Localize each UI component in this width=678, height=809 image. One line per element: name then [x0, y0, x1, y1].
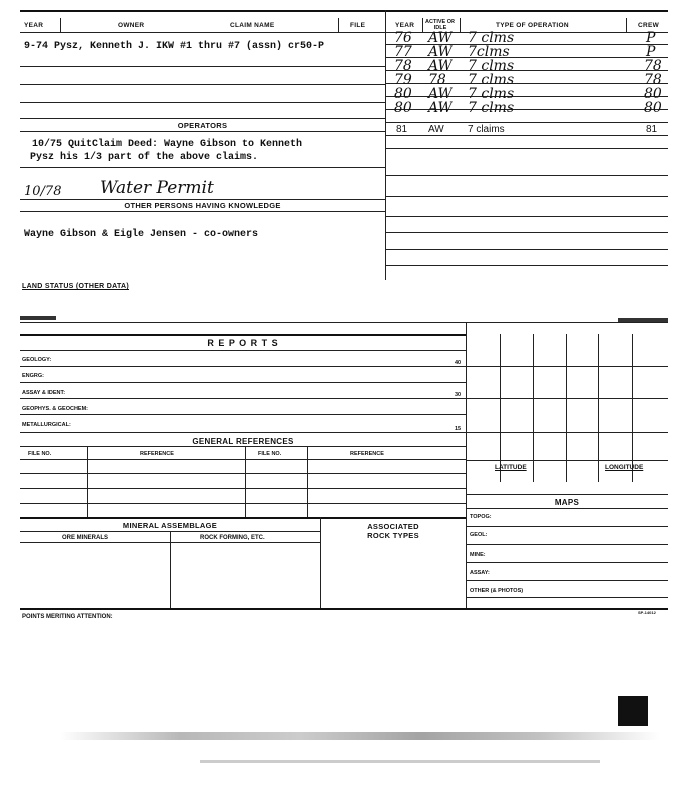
activity-type: 7 clms — [468, 72, 515, 88]
col-sep — [170, 531, 171, 608]
rule — [20, 517, 466, 519]
col-sep — [245, 446, 246, 517]
rule — [20, 398, 466, 399]
activity-crew: P — [646, 44, 656, 60]
activity-crew: 80 — [644, 100, 662, 116]
maps-mine: MINE: — [470, 552, 486, 558]
activity-year: 78 — [394, 58, 412, 74]
rule — [20, 84, 385, 85]
scan-mark — [618, 696, 648, 726]
activity-active: AW — [428, 124, 444, 135]
activity-rule — [386, 249, 668, 250]
report-engrg: ENGRG: — [22, 373, 44, 379]
activity-year: 79 — [394, 72, 412, 88]
col-sep — [87, 446, 88, 517]
land-status-label: LAND STATUS (OTHER DATA) — [22, 283, 130, 290]
rule — [20, 211, 385, 212]
operators-top-rule — [20, 118, 385, 119]
ref-reference-header: REFERENCE — [140, 451, 174, 457]
report-geology: GEOLOGY: — [22, 357, 52, 363]
year-header: YEAR — [24, 22, 44, 29]
activity-type: 7 claims — [468, 124, 505, 135]
rule — [20, 66, 385, 67]
col-sep — [307, 446, 308, 517]
handwritten-water-permit: Water Permit — [100, 178, 214, 198]
operators-line2: Pysz his 1/3 part of the above claims. — [30, 152, 259, 163]
rule — [20, 167, 385, 168]
activity-type: 7 clms — [468, 86, 515, 102]
report-assay: ASSAY & IDENT: — [22, 390, 66, 396]
reports-title: R E P O R T S — [207, 338, 279, 348]
section-divider — [466, 322, 467, 608]
rule — [20, 414, 466, 415]
reports-top-rule — [20, 334, 466, 336]
activity-year: 81 — [396, 124, 408, 135]
file-header: FILE — [350, 22, 366, 29]
activity-active: AW — [428, 44, 452, 60]
activity-type: 7clms — [468, 44, 510, 60]
activity-crew: 80 — [644, 86, 662, 102]
maps-geol: GEOL: — [470, 532, 488, 538]
rule — [20, 382, 466, 383]
type-of-operation-header: TYPE OF OPERATION — [496, 22, 569, 29]
report-assay-num: 30 — [455, 392, 462, 398]
col-sep — [460, 18, 461, 33]
form-number: SP-14012 — [638, 610, 656, 615]
activity-active: AW — [428, 30, 452, 46]
general-references-title: GENERAL REFERENCES — [192, 437, 294, 446]
top-border — [20, 10, 668, 12]
grid-line — [466, 432, 668, 433]
col-sep — [626, 18, 627, 33]
rule — [20, 366, 466, 367]
active-idle-header: ACTIVE OR IDLE — [425, 19, 455, 31]
ore-minerals-header: ORE MINERALS — [62, 535, 109, 541]
report-geology-num: 40 — [455, 360, 462, 366]
claim-name-header: CLAIM NAME — [230, 22, 275, 29]
rule — [20, 102, 385, 103]
rule — [20, 432, 466, 433]
operators-bottom-rule — [20, 131, 385, 132]
activity-rule — [386, 216, 668, 217]
grid-line — [466, 460, 668, 461]
rule — [466, 562, 668, 563]
rock-forming-header: ROCK FORMING, ETC. — [200, 535, 265, 541]
activity-crew: 78 — [644, 72, 662, 88]
activity-active: 78 — [428, 72, 446, 88]
ref-file-no-header: FILE NO. — [28, 451, 52, 457]
maps-topog: TOPOG: — [470, 514, 492, 520]
rule — [466, 508, 668, 509]
rule — [20, 350, 466, 351]
activity-rule — [386, 196, 668, 197]
col-sep — [338, 18, 339, 33]
grid-line — [466, 398, 668, 399]
associated-label: ASSOCIATED — [367, 522, 419, 531]
rule — [466, 526, 668, 527]
rule — [466, 544, 668, 545]
activity-active: AW — [428, 58, 452, 74]
activity-rule — [386, 265, 668, 266]
activity-year: 77 — [394, 44, 412, 60]
section-divider — [385, 10, 386, 280]
activity-type: 7 clms — [468, 100, 515, 116]
activity-rule — [386, 148, 668, 149]
activity-rule — [386, 175, 668, 176]
rule — [20, 199, 385, 200]
scan-mark — [60, 732, 660, 740]
other-persons-entry: Wayne Gibson & Eigle Jensen - co-owners — [24, 229, 259, 240]
scan-mark — [20, 316, 56, 320]
handwritten-date: 10/78 — [24, 184, 62, 199]
activity-active: AW — [428, 86, 452, 102]
activity-year: 76 — [394, 30, 412, 46]
points-meriting-attention: POINTS MERITING ATTENTION: — [22, 614, 113, 620]
report-geophys: GEOPHYS. & GEOCHEM: — [22, 406, 89, 412]
longitude-label: LONGITUDE — [605, 464, 644, 471]
activity-year: 80 — [394, 86, 412, 102]
ref-reference2-header: REFERENCE — [350, 451, 384, 457]
activity-type: 7 clms — [468, 30, 515, 46]
mineral-assemblage-title: MINERAL ASSEMBLAGE — [122, 521, 218, 530]
maps-assay: ASSAY: — [470, 570, 490, 576]
bottom-section-rule — [20, 608, 668, 610]
report-metallurgical: METALLURGICAL: — [22, 422, 71, 428]
operators-title: OPERATORS — [177, 121, 228, 130]
owner-header: OWNER — [118, 22, 145, 29]
activity-rule — [386, 232, 668, 233]
grid-line — [466, 366, 668, 367]
operators-line1: 10/75 QuitClaim Deed: Wayne Gibson to Kenneth — [32, 139, 303, 150]
activity-crew: 81 — [646, 124, 658, 135]
ref-file-no2-header: FILE NO. — [258, 451, 282, 457]
year2-header: YEAR — [395, 22, 415, 29]
maps-title: MAPS — [554, 498, 580, 507]
activity-rule — [386, 135, 668, 136]
activity-crew: 78 — [644, 58, 662, 74]
owner-entry: 9-74 Pysz, Kenneth J. IKW #1 thru #7 (assn) cr50-P — [24, 41, 325, 52]
rule — [466, 597, 668, 598]
maps-other: OTHER (& PHOTOS) — [470, 588, 524, 594]
activity-active: AW — [428, 100, 452, 116]
col-sep — [422, 18, 423, 33]
activity-year: 80 — [394, 100, 412, 116]
rule — [466, 494, 668, 495]
rule — [466, 580, 668, 581]
report-metallurgical-num: 15 — [455, 426, 462, 432]
latitude-label: LATITUDE — [495, 464, 527, 471]
crew-header: CREW — [638, 22, 660, 29]
rock-types-label: ROCK TYPES — [367, 531, 419, 540]
header-divider — [20, 32, 668, 33]
rule — [20, 322, 668, 323]
col-sep — [60, 18, 61, 33]
activity-type: 7 clms — [468, 58, 515, 74]
activity-crew: P — [646, 30, 656, 46]
scan-mark — [200, 760, 600, 763]
activity-rule — [386, 122, 668, 123]
other-persons-title: OTHER PERSONS HAVING KNOWLEDGE — [124, 201, 281, 210]
